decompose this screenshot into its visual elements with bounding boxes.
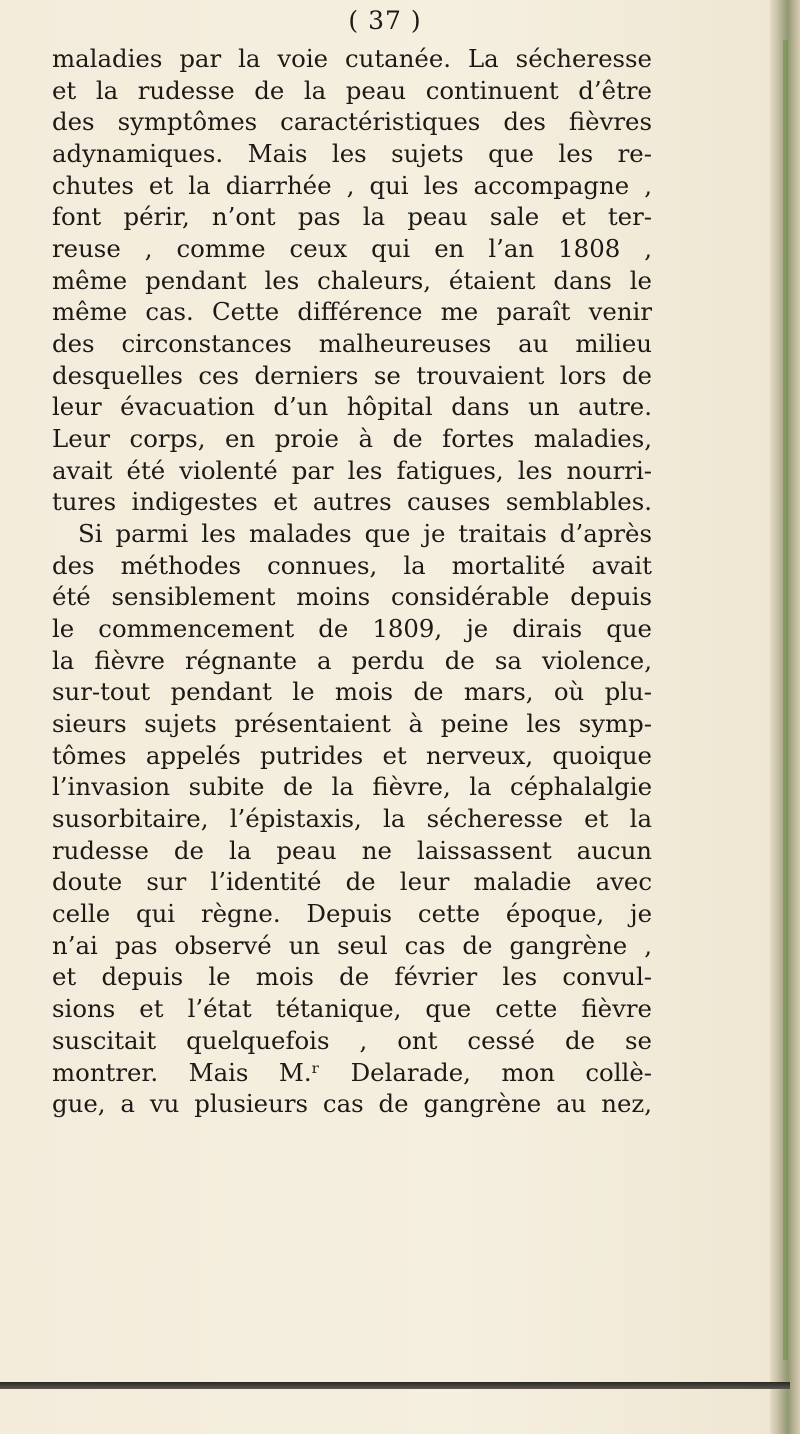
text-line: desquelles ces derniers se trouvaient lors de (52, 360, 652, 390)
text-line: rudesse de la peau ne laissassent aucun (52, 835, 652, 865)
text-line: chutes et la diarrhée , qui les accompagne , (52, 170, 652, 200)
text-line: n’ai pas observé un seul cas de gangrène , (52, 930, 652, 960)
text-line: même cas. Cette différence me paraît venir (52, 297, 652, 327)
text-line: et la rudesse de la peau continuent d’être (52, 75, 652, 105)
text-line: avait été violenté par les fatigues, les nourri- (52, 455, 652, 485)
text-line: même pendant les chaleurs, étaient dans le (52, 265, 652, 295)
text-line: l’invasion subite de la fièvre, la céphalalgie (52, 772, 652, 802)
text-line: sions et l’état tétanique, que cette fièvre (52, 994, 652, 1024)
text-line: sur-tout pendant le mois de mars, où plu- (52, 677, 652, 707)
text-line: la fièvre régnante a perdu de sa violence, (52, 645, 652, 675)
text-line: tômes appelés putrides et nerveux, quoique (52, 740, 652, 770)
text-line: des symptômes caractéristiques des fièvres (52, 107, 652, 137)
text-line: susorbitaire, l’épistaxis, la sécheresse et la (52, 804, 652, 834)
text-line: et depuis le mois de février les convul- (52, 962, 652, 992)
text-line: des circonstances malheureuses au milieu (52, 329, 652, 359)
text-line: maladies par la voie cutanée. La sécheresse (52, 44, 652, 73)
text-line: suscitait quelquefois , ont cessé de se (52, 1025, 652, 1055)
text-line: gue, a vu plusieurs cas de gangrène au nez, (52, 1089, 652, 1119)
text-line: tures indigestes et autres causes semblables. (52, 487, 652, 517)
page-number: ( 37 ) (348, 6, 422, 35)
text-line: été sensiblement moins considérable depuis (52, 582, 652, 612)
edge-stripe-decoration (783, 40, 788, 1360)
text-line: des méthodes connues, la mortalité avait (52, 550, 652, 580)
text-line: sieurs sujets présentaient à peine les symp- (52, 709, 652, 739)
text-line: doute sur l’identité de leur maladie avec (52, 867, 652, 897)
text-line: font périr, n’ont pas la peau sale et ter- (52, 202, 652, 232)
text-line: Si parmi les malades que je traitais d’après (78, 519, 652, 549)
text-line: Leur corps, en proie à de fortes maladies, (52, 424, 652, 454)
text-line: montrer. Mais M.ʳ Delarade, mon collè- (52, 1057, 652, 1087)
text-line: celle qui règne. Depuis cette époque, je (52, 899, 652, 929)
text-line: le commencement de 1809, je dirais que (52, 614, 652, 644)
body-text (52, 43, 652, 1120)
text-line: leur évacuation d’un hôpital dans un autre. (52, 392, 652, 422)
text-line: reuse , comme ceux qui en l’an 1808 , (52, 234, 652, 264)
text-line: adynamiques. Mais les sujets que les re- (52, 139, 652, 169)
bottom-rule-divider (0, 1382, 790, 1389)
